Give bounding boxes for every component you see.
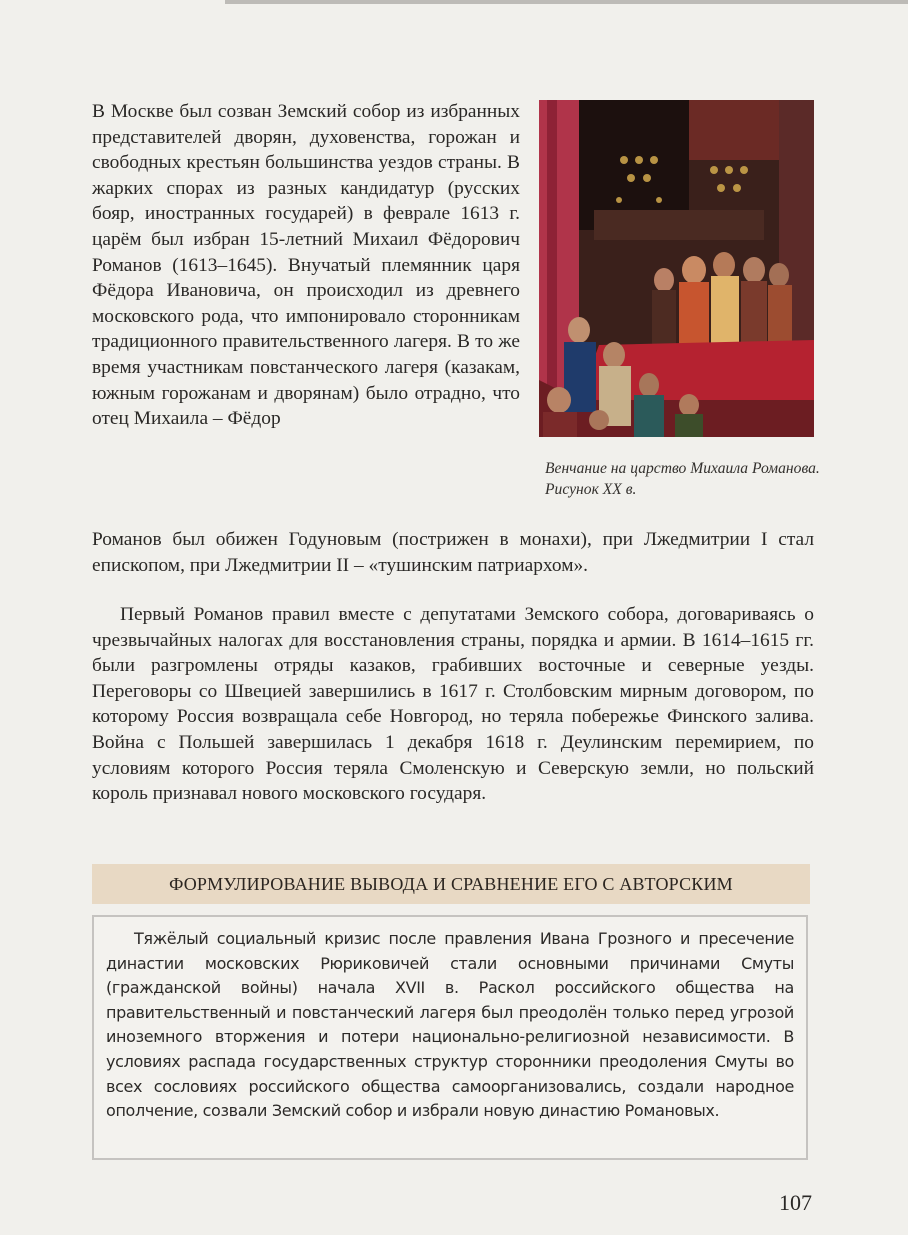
paragraph-1-continued: Романов был обижен Годуновым (пострижен в монахи), при Лжедмитрии I стал епископом, при Лжедмитрии II – «тушинским патриархом».: [92, 529, 814, 576]
coronation-illustration: [539, 100, 814, 437]
painting-image: [539, 100, 814, 437]
paragraph-2: Первый Романов правил вместе с депутатами Земского собора, договариваясь о чрезвычайных налогах для восстановления страны, порядка и армии. В 1614–1615 гг. были разгромлены отряды казаков, грабивших восточные и северные уезды. Переговоры со Швецией завершились в 1617 г. Столбовским мирным договором, по которому Россия возвращала себе Новгород, но теряла побережье Финского залива. Война с Польшей завершилась 1 декабря 1618 г. Деулинским перемирием, по условиям которого Россия теряла Смоленскую и Северскую земли, но польский король признавал нового московского государя.: [92, 604, 814, 805]
page-top-rule: [225, 0, 908, 4]
page-number: 107: [779, 1190, 812, 1215]
figure-caption: Венчание на царство Михаила Романова. Рисунок XX в.: [545, 460, 820, 498]
section-heading: ФОРМУЛИРОВАНИЕ ВЫВОДА И СРАВНЕНИЕ ЕГО С АВТОРСКИМ: [92, 864, 810, 904]
paragraph-1-wrapped: В Москве был созван Земский собор из избранных представителей дворян, духовенства, горожан и свободных крестьян большинства уездов страны. В жарких спорах из разных кандидатур (русских бояр, иностранных государей) в феврале 1613 г. царём был избран 15-летний Михаил Фёдорович Романов (1613–1645). Внучатый племянник царя Фёдора Ивановича, он происходил из древнего московского рода, что импонировало сторонникам традиционного правительственного лагеря. В то же время участникам повстанческого лагеря (казакам, южным горожанам и дворянам) было отрадно, что отец Михаила – Фёдор: [92, 101, 520, 430]
conclusion-text: Тяжёлый социальный кризис после правления Ивана Грозного и пресечение династии московских Рюриковичей стали основными причинами Смуты (гражданской войны) начала XVII в. Раскол российского общества на правительственный и повстанческий лагеря был преодолён только перед угрозой иноземного вторжения и потери национально-религиозной независимости. В условиях распада государственных структур сторонники преодоления Смуты во всех сословиях российского общества самоорганизовались, создали народное ополчение, созвали Земский собор и избрали новую династию Романовых.: [106, 929, 794, 1121]
conclusion-box: [92, 915, 808, 1160]
